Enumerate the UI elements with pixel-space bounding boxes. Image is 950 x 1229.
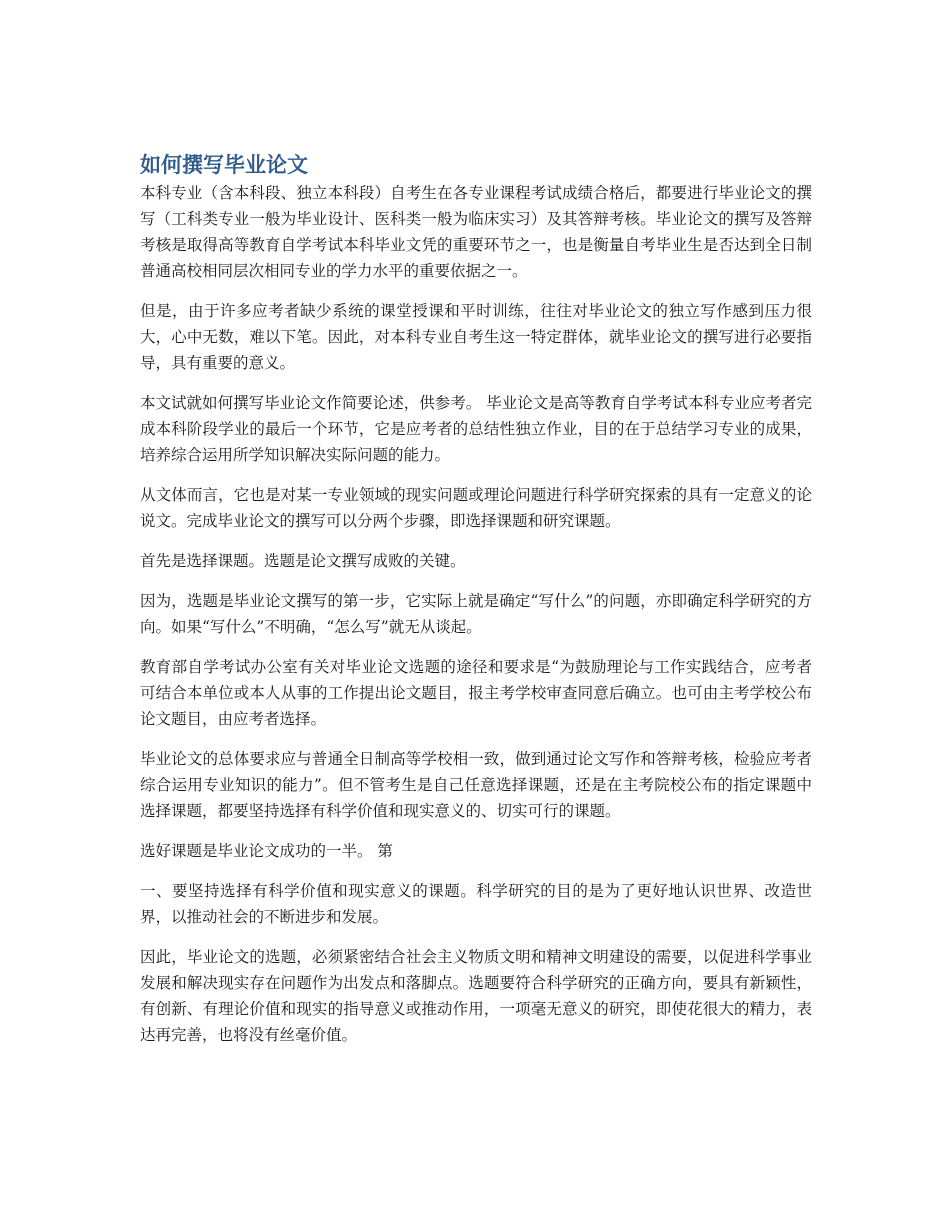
- paragraph: 因为，选题是毕业论文撰写的第一步，它实际上就是确定“写什么”的问题，亦即确定科学研究的方向。如果“写什么”不明确，“怎么写”就无从谈起。: [140, 592, 812, 636]
- paragraph: 因此，毕业论文的选题，必须紧密结合社会主义物质文明和精神文明建设的需要，以促进科学事业发展和解决现实存在问题作为出发点和落脚点。选题要符合科学研究的正确方向，要具有新颖性，有创新、有理论价值和现实的指导意义或推动作用，一项毫无意义的研究，即使花很大的精力，表达再完善，也将没有丝毫价值。: [140, 948, 812, 1044]
- paragraph: 选好课题是毕业论文成功的一半。 第: [140, 842, 393, 860]
- document-body: [140, 150, 812, 1062]
- paragraph: 本科专业（含本科段、独立本科段）自考生在各专业课程考试成绩合格后，都要进行毕业论文的撰写（工科类专业一般为毕业设计、医科类一般为临床实习）及其答辩考核。毕业论文的撰写及答辩考核是取得高等教育自学考试本科毕业文凭的重要环节之一，也是衡量自考毕业生是否达到全日制普通高校相同层次相同专业的学力水平的重要依据之一。: [140, 184, 812, 280]
- paragraph: 教育部自学考试办公室有关对毕业论文选题的途径和要求是“为鼓励理论与工作实践结合，应考者可结合本单位或本人从事的工作提出论文题目，报主考学校审查同意后确立。也可由主考学校公布论文题目，由应考者选择。: [140, 658, 812, 728]
- paragraph: 一、要坚持选择有科学价值和现实意义的课题。科学研究的目的是为了更好地认识世界、改造世界，以推动社会的不断进步和发展。: [140, 882, 812, 926]
- paragraph: 从文体而言，它也是对某一专业领域的现实问题或理论问题进行科学研究探索的具有一定意义的论说文。完成毕业论文的撰写可以分两个步骤，即选择课题和研究课题。: [140, 486, 812, 530]
- document-title: 如何撰写毕业论文: [140, 153, 308, 177]
- paragraph: 首先是选择课题。选题是论文撰写成败的关键。: [140, 552, 466, 570]
- paragraph: 毕业论文的总体要求应与普通全日制高等学校相一致，做到通过论文写作和答辩考核，检验应考者综合运用专业知识的能力”。但不管考生是自己任意选择课题，还是在主考院校公布的指定课题中选择课题，都要坚持选择有科学价值和现实意义的、切实可行的课题。: [140, 750, 812, 820]
- paragraph: 本文试就如何撰写毕业论文作简要论述，供参考。 毕业论文是高等教育自学考试本科专业应考者完成本科阶段学业的最后一个环节，它是应考者的总结性独立作业，目的在于总结学习专业的成果，培养综合运用所学知识解决实际问题的能力。: [140, 394, 812, 464]
- paragraph: 但是，由于许多应考者缺少系统的课堂授课和平时训练，往往对毕业论文的独立写作感到压力很大，心中无数，难以下笔。因此，对本科专业自考生这一特定群体，就毕业论文的撰写进行必要指导，具有重要的意义。: [140, 302, 812, 372]
